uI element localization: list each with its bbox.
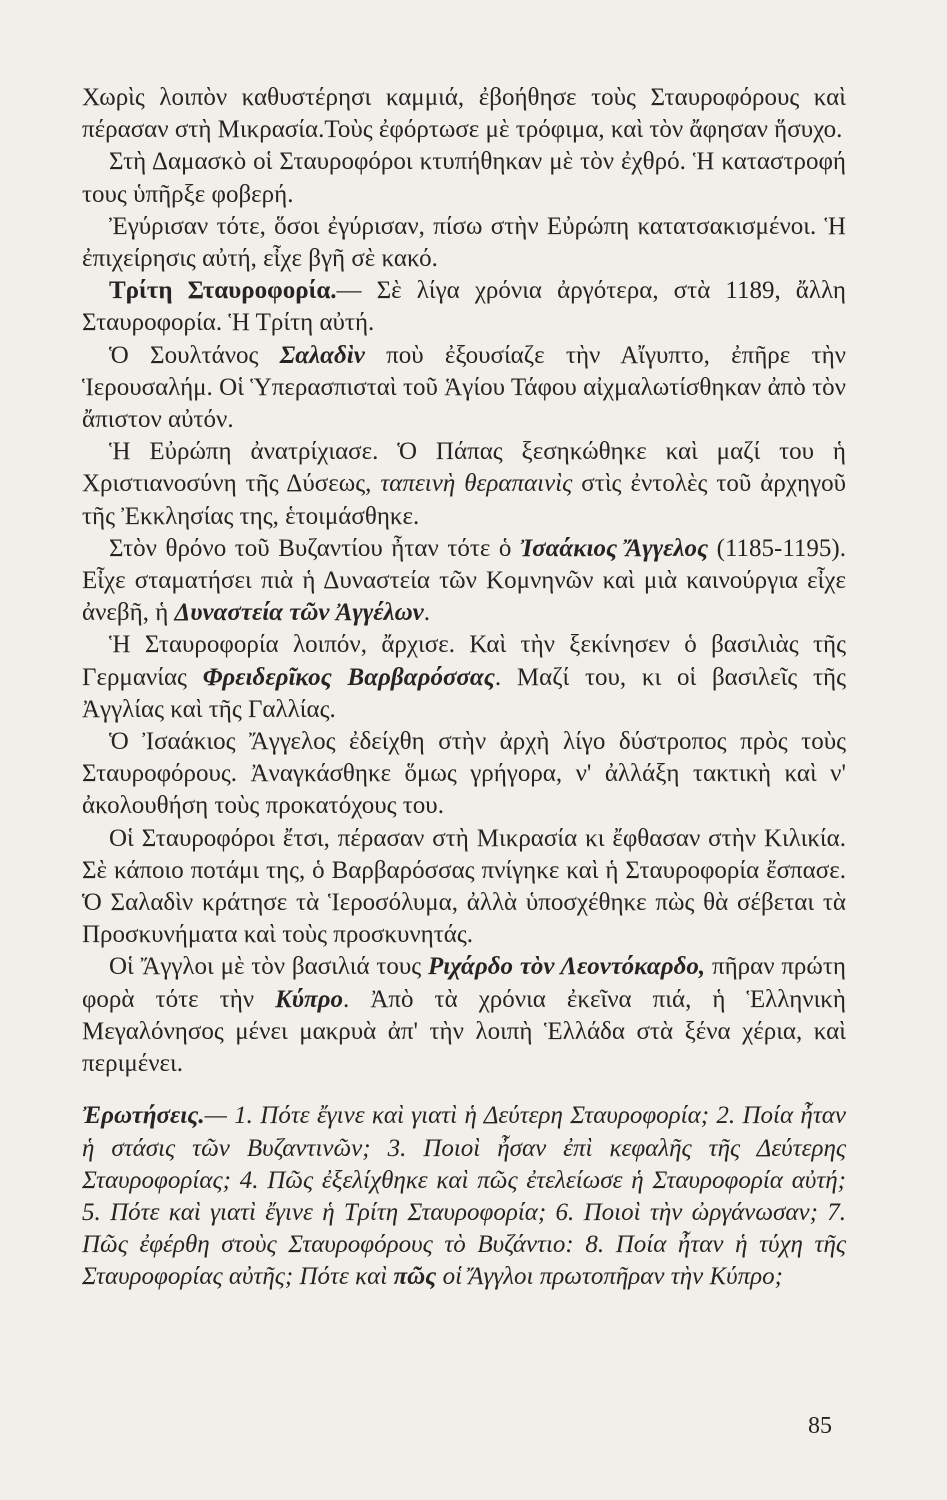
paragraph (82, 340, 846, 437)
paragraph-text: Ἡ Σταυροφορία λοιπόν, ἄρχισε. Καὶ τὴν ξεκίνησεν ὁ βασιλιὰς τῆς Γερμανίας (82, 631, 846, 691)
paragraph (82, 211, 846, 275)
paragraph-text: Οἱ Σταυροφόροι ἔτσι, πέρασαν στὴ Μικρασία κι ἔφθασαν στὴν Κιλικία. Σὲ κάποιο ποτάμι της, ὁ Βαρβαρόσσας πνίγηκε καὶ ἡ Σταυροφορία ἔσπασε. Ὁ Σαλαδὶν κράτησε τὰ Ἱεροσόλυμα, ἀλλὰ ὑποσχέθηκε πὼς θὰ σέβεται τὰ Προσκυνήματα καὶ τοὺς προσκυνητάς. (82, 824, 846, 949)
page-number: 85 (808, 1413, 832, 1439)
paragraph-text: (1185-1195). Εἶχε σταματήσει πιὰ ἡ Δυναστεία τῶν Κομνηνῶν καὶ μιὰ καινούργια εἶχε ἀνεβῆ, ἡ (82, 534, 846, 627)
paragraph-text: Ἡ Εὐρώπη ἀνατρίχιασε. Ὁ Πάπας ξεσηκώθηκε καὶ μαζί του ἡ Χριστιανοσύνη τῆς Δύσεως, (82, 438, 846, 498)
italic-phrase: ταπεινὴ θεραπαινὶς (380, 470, 573, 498)
paragraph-text: — Σὲ λίγα χρόνια ἀργότερα, στὰ 1189, ἄλλη Σταυροφορία. Ἡ Τρίτη αὐτή. (82, 277, 846, 337)
questions-closing-bold: πῶς (393, 1263, 437, 1291)
section-heading: Τρίτη Σταυροφορία. (109, 277, 337, 305)
paragraph (82, 533, 846, 630)
paragraph-text: . Μαζί του, κι οἱ βασιλεῖς τῆς Ἀγγλίας καὶ τῆς Γαλλίας. (82, 663, 846, 723)
paragraph-text: . (423, 599, 430, 627)
questions-heading: Ἐρωτήσεις. (82, 1102, 205, 1130)
emphasized-name: Δυναστεία τῶν Ἀγγέλων (174, 599, 424, 627)
emphasized-name: Ριχάρδο τὸν Λεοντόκαρδο, (427, 953, 706, 981)
paragraph-text: Ὁ Σουλτάνος (109, 341, 280, 369)
paragraph-text: πῆραν πρώτη φορὰ τότε τὴν (82, 953, 846, 1013)
paragraph (82, 951, 846, 1080)
emphasized-name: Φρειδερῖκος Βαρβαρόσσας (202, 663, 495, 691)
paragraph (82, 436, 846, 533)
questions-closing-text: οἱ Ἄγγλοι πρωτοπῆραν τὴν Κύπρο; (436, 1263, 783, 1291)
paragraph-text: Οἱ Ἄγγλοι μὲ τὸν βασιλιά τους (109, 953, 428, 981)
emphasized-name: Σαλαδὶν (279, 341, 365, 369)
questions-block (82, 1100, 846, 1293)
emphasized-name: Κύπρο (275, 985, 344, 1013)
paragraph-text: . Ἀπὸ τὰ χρόνια ἐκεῖνα πιά, ἡ Ἑλληνικὴ Μεγαλόνησος μένει μακρυὰ ἀπ' τὴν λοιπὴ Ἑλλάδα στὰ ξένα χέρια, καὶ περιμένει. (82, 985, 846, 1078)
body-text (82, 82, 846, 1294)
paragraph-text: Χωρὶς λοιπὸν καθυστέρησι καμμιά, ἐβοήθησε τοὺς Σταυροφόρους καὶ πέρασαν στὴ Μικρασία.Τοὺς ἐφόρτωσε μὲ τρόφιμα, καὶ τὸν ἄφησαν ἥσυχο. (82, 84, 846, 144)
paragraph (82, 146, 846, 210)
paragraph (82, 629, 846, 726)
paragraph-text: Ὁ Ἰσαάκιος Ἄγγελος ἐδείχθη στὴν ἀρχὴ λίγο δύστροπος πρὸς τοὺς Σταυροφόρους. Ἀναγκάσθηκε ὅμως γρήγορα, ν' ἀλλάξη τακτικὴ καὶ ν' ἀκολουθήση τοὺς προκατόχους του. (82, 728, 846, 820)
paragraph-text: Στὴ Δαμασκὸ οἱ Σταυροφόροι κτυπήθηκαν μὲ τὸν ἐχθρό. Ἡ καταστροφή τους ὑπῆρξε φοβερή. (82, 148, 846, 208)
emphasized-name: Ἰσαάκιος Ἄγγελος (519, 534, 709, 562)
paragraph (82, 823, 846, 952)
paragraph (82, 726, 846, 823)
paragraph-text: Στὸν θρόνο τοῦ Βυζαντίου ἦταν τότε ὁ (109, 534, 520, 562)
paragraph-text: στὶς ἐντολὲς τοῦ ἀρχηγοῦ τῆς Ἐκκλησίας της, ἑτοιμάσθηκε. (82, 470, 846, 530)
paragraph-text: ποὺ ἐξουσίαζε τὴν Αἴγυπτο, ἐπῆρε τὴν Ἱερουσαλήμ. Οἱ Ὑπερασπισταὶ τοῦ Ἁγίου Τάφου αἰχμαλωτίσθηκαν ἀπὸ τὸν ἄπιστον αὐτόν. (82, 341, 846, 434)
questions-text: — 1. Πότε ἔγινε καὶ γιατὶ ἡ Δεύτερη Σταυροφορία; 2. Ποία ἦταν ἡ στάσις τῶν Βυζαντινῶν; 3. Ποιοὶ ἦσαν ἐπὶ κεφαλῆς τῆς Δεύτερης Σταυροφορίας; 4. Πῶς ἐξελίχθηκε καὶ πῶς ἐτελείωσε ἡ Σταυροφορία αὐτή; 5. Πότε καὶ γιατὶ ἔγινε ἡ Τρίτη Σταυροφορία; 6. Ποιοὶ τὴν ὠργάνωσαν; 7. Πῶς ἐφέρθη στοὺς Σταυροφόρους τὸ Βυζάντιο: 8. Ποία ἦταν ἡ τύχη τῆς Σταυροφορίας αὐτῆς; Πότε καὶ (82, 1102, 846, 1291)
paragraph-text: Ἐγύρισαν τότε, ὅσοι ἐγύρισαν, πίσω στὴν Εὐρώπη κατατσακισμένοι. Ἡ ἐπιχείρησις αὐτή, εἶχε βγῆ σὲ κακό. (82, 212, 846, 273)
paragraph (82, 275, 846, 339)
paragraph (82, 82, 846, 146)
